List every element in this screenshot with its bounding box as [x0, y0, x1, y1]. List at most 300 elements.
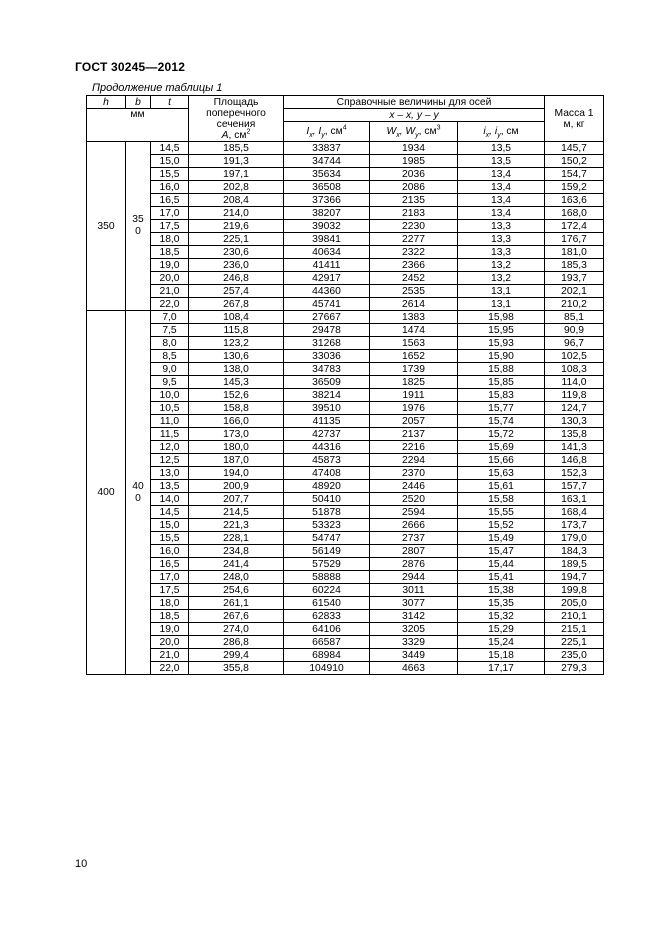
cell-radius-of-gyration: 13,4: [458, 181, 545, 194]
cell-mass: 135,8: [545, 428, 604, 441]
cell-radius-of-gyration: 13,2: [458, 272, 545, 285]
table-row: [87, 376, 604, 389]
cell-moment-of-inertia: 37366: [284, 194, 370, 207]
cell-moment-of-inertia: 44360: [284, 285, 370, 298]
cell-thickness: 9,5: [151, 376, 189, 389]
table-row: [87, 467, 604, 480]
table-row: [87, 454, 604, 467]
cell-moment-of-inertia: 51878: [284, 506, 370, 519]
cell-area: 166,0: [189, 415, 284, 428]
cell-section-modulus: 2366: [370, 259, 458, 272]
cell-area: 138,0: [189, 363, 284, 376]
area-unit: , см: [228, 130, 247, 141]
cell-area: 230,6: [189, 246, 284, 259]
table-row: [87, 311, 604, 324]
cell-area: 274,0: [189, 623, 284, 636]
cell-section-modulus: 2944: [370, 571, 458, 584]
cell-section-modulus: 2876: [370, 558, 458, 571]
cell-radius-of-gyration: 13,4: [458, 168, 545, 181]
cell-moment-of-inertia: 36509: [284, 376, 370, 389]
cell-area: 145,3: [189, 376, 284, 389]
table-row: [87, 532, 604, 545]
cell-mass: 179,0: [545, 532, 604, 545]
cell-section-modulus: 1739: [370, 363, 458, 376]
cell-radius-of-gyration: 15,29: [458, 623, 545, 636]
table-row: [87, 428, 604, 441]
cell-area: 187,0: [189, 454, 284, 467]
table-row: [87, 571, 604, 584]
cell-radius-of-gyration: 15,38: [458, 584, 545, 597]
cell-mass: 108,3: [545, 363, 604, 376]
cell-thickness: 11,0: [151, 415, 189, 428]
cell-radius-of-gyration: 13,2: [458, 259, 545, 272]
cell-mass: 210,1: [545, 610, 604, 623]
cell-moment-of-inertia: 53323: [284, 519, 370, 532]
table-row: [87, 636, 604, 649]
cell-radius-of-gyration: 15,74: [458, 415, 545, 428]
table-row: [87, 623, 604, 636]
cell-thickness: 7,5: [151, 324, 189, 337]
table-row: [87, 558, 604, 571]
cell-section-modulus: 2614: [370, 298, 458, 311]
cell-area: 115,8: [189, 324, 284, 337]
cell-moment-of-inertia: 58888: [284, 571, 370, 584]
cell-thickness: 20,0: [151, 272, 189, 285]
cell-section-modulus: 3142: [370, 610, 458, 623]
cell-mass: 210,2: [545, 298, 604, 311]
cell-radius-of-gyration: 15,88: [458, 363, 545, 376]
cell-thickness: 8,5: [151, 350, 189, 363]
cell-area: 234,8: [189, 545, 284, 558]
cell-mass: 130,3: [545, 415, 604, 428]
cell-mass: 141,3: [545, 441, 604, 454]
cell-radius-of-gyration: 15,41: [458, 571, 545, 584]
cell-mass: 124,7: [545, 402, 604, 415]
cell-radius-of-gyration: 13,5: [458, 155, 545, 168]
cell-section-modulus: 2183: [370, 207, 458, 220]
cell-moment-of-inertia: 56149: [284, 545, 370, 558]
cell-moment-of-inertia: 39510: [284, 402, 370, 415]
cell-moment-of-inertia: 60224: [284, 584, 370, 597]
area-symbol: A: [221, 130, 229, 141]
cell-section-modulus: 1563: [370, 337, 458, 350]
cell-moment-of-inertia: 57529: [284, 558, 370, 571]
cell-moment-of-inertia: 36508: [284, 181, 370, 194]
cell-area: 248,0: [189, 571, 284, 584]
cell-thickness: 19,0: [151, 259, 189, 272]
table-row: [87, 389, 604, 402]
table-row: [87, 155, 604, 168]
cell-h: 350: [87, 142, 126, 311]
cell-area: 221,3: [189, 519, 284, 532]
cell-moment-of-inertia: 35634: [284, 168, 370, 181]
cell-area: 191,3: [189, 155, 284, 168]
cell-moment-of-inertia: 47408: [284, 467, 370, 480]
cell-mass: 85,1: [545, 311, 604, 324]
cell-moment-of-inertia: 61540: [284, 597, 370, 610]
cell-area: 202,8: [189, 181, 284, 194]
cell-thickness: 12,5: [151, 454, 189, 467]
cell-area: 130,6: [189, 350, 284, 363]
table-body: [87, 142, 604, 675]
cell-area: 254,6: [189, 584, 284, 597]
cell-section-modulus: 2294: [370, 454, 458, 467]
cell-thickness: 11,5: [151, 428, 189, 441]
cell-radius-of-gyration: 13,4: [458, 194, 545, 207]
cell-mass: 146,8: [545, 454, 604, 467]
cell-thickness: 21,0: [151, 649, 189, 662]
cell-moment-of-inertia: 34744: [284, 155, 370, 168]
table-row: [87, 480, 604, 493]
area-label: Площадь поперечного сечения: [206, 97, 266, 130]
cell-section-modulus: 2666: [370, 519, 458, 532]
cell-radius-of-gyration: 15,35: [458, 597, 545, 610]
cell-moment-of-inertia: 68984: [284, 649, 370, 662]
cell-radius-of-gyration: 15,85: [458, 376, 545, 389]
cell-thickness: 16,5: [151, 194, 189, 207]
cell-mass: 173,7: [545, 519, 604, 532]
col-header-b: b: [126, 96, 151, 109]
cell-radius-of-gyration: 15,83: [458, 389, 545, 402]
cell-section-modulus: 3449: [370, 649, 458, 662]
col-header-mm: мм: [87, 109, 189, 142]
cell-thickness: 16,0: [151, 545, 189, 558]
cell-moment-of-inertia: 44316: [284, 441, 370, 454]
cell-radius-of-gyration: 15,69: [458, 441, 545, 454]
cell-section-modulus: 2370: [370, 467, 458, 480]
col-header-reference: Справочные величины для осей: [284, 96, 545, 109]
cell-radius-of-gyration: 15,18: [458, 649, 545, 662]
cell-mass: 145,7: [545, 142, 604, 155]
col-header-area: [189, 96, 284, 142]
cell-radius-of-gyration: 15,95: [458, 324, 545, 337]
table-row: [87, 259, 604, 272]
cell-section-modulus: 2036: [370, 168, 458, 181]
cell-section-modulus: 2446: [370, 480, 458, 493]
cell-radius-of-gyration: 13,1: [458, 285, 545, 298]
cell-thickness: 9,0: [151, 363, 189, 376]
cell-section-modulus: 1911: [370, 389, 458, 402]
cell-area: 214,5: [189, 506, 284, 519]
cell-moment-of-inertia: 34783: [284, 363, 370, 376]
cell-b: 40 0: [126, 311, 151, 675]
cell-moment-of-inertia: 27667: [284, 311, 370, 324]
table-row: [87, 649, 604, 662]
table-row: [87, 363, 604, 376]
cell-thickness: 15,0: [151, 155, 189, 168]
cell-radius-of-gyration: 13,3: [458, 233, 545, 246]
cell-radius-of-gyration: 13,5: [458, 142, 545, 155]
cell-mass: 181,0: [545, 246, 604, 259]
col-header-axes: x – x, y – y: [284, 109, 545, 122]
cell-thickness: 18,0: [151, 597, 189, 610]
cell-mass: 215,1: [545, 623, 604, 636]
cell-thickness: 19,0: [151, 623, 189, 636]
cell-mass: 172,4: [545, 220, 604, 233]
cell-thickness: 14,5: [151, 142, 189, 155]
cell-section-modulus: 3077: [370, 597, 458, 610]
cell-area: 286,8: [189, 636, 284, 649]
cell-area: 225,1: [189, 233, 284, 246]
cell-section-modulus: 3011: [370, 584, 458, 597]
cell-mass: 193,7: [545, 272, 604, 285]
cell-mass: 163,1: [545, 493, 604, 506]
cell-thickness: 14,0: [151, 493, 189, 506]
cell-moment-of-inertia: 64106: [284, 623, 370, 636]
cell-thickness: 20,0: [151, 636, 189, 649]
cell-radius-of-gyration: 15,24: [458, 636, 545, 649]
cell-moment-of-inertia: 41135: [284, 415, 370, 428]
cell-thickness: 15,5: [151, 532, 189, 545]
cell-radius-of-gyration: 15,93: [458, 337, 545, 350]
cell-section-modulus: 2216: [370, 441, 458, 454]
cell-area: 180,0: [189, 441, 284, 454]
table-row: [87, 220, 604, 233]
cell-thickness: 21,0: [151, 285, 189, 298]
cell-area: 208,4: [189, 194, 284, 207]
cell-moment-of-inertia: 39841: [284, 233, 370, 246]
cell-radius-of-gyration: 13,3: [458, 246, 545, 259]
table-row: [87, 168, 604, 181]
cell-section-modulus: 2322: [370, 246, 458, 259]
cell-mass: 90,9: [545, 324, 604, 337]
cell-area: 214,0: [189, 207, 284, 220]
cell-section-modulus: 2135: [370, 194, 458, 207]
cell-mass: 184,3: [545, 545, 604, 558]
cell-area: 194,0: [189, 467, 284, 480]
cell-area: 257,4: [189, 285, 284, 298]
cell-radius-of-gyration: 15,63: [458, 467, 545, 480]
table-row: [87, 584, 604, 597]
cell-area: 173,0: [189, 428, 284, 441]
table-row: [87, 207, 604, 220]
table-row: [87, 298, 604, 311]
cell-area: 299,4: [189, 649, 284, 662]
table-row: [87, 441, 604, 454]
cell-radius-of-gyration: 17,17: [458, 662, 545, 675]
steel-section-table: [86, 95, 604, 675]
cell-moment-of-inertia: 45741: [284, 298, 370, 311]
col-header-moment-of-inertia: $I_x$, $I_y$, $см^4$: [284, 122, 370, 142]
cell-section-modulus: 2520: [370, 493, 458, 506]
cell-section-modulus: 3205: [370, 623, 458, 636]
cell-section-modulus: 1383: [370, 311, 458, 324]
cell-thickness: 13,5: [151, 480, 189, 493]
cell-mass: 163,6: [545, 194, 604, 207]
cell-mass: 154,7: [545, 168, 604, 181]
cell-radius-of-gyration: 15,52: [458, 519, 545, 532]
cell-area: 355,8: [189, 662, 284, 675]
cell-mass: 159,2: [545, 181, 604, 194]
cell-mass: 168,4: [545, 506, 604, 519]
cell-mass: 96,7: [545, 337, 604, 350]
cell-radius-of-gyration: 13,4: [458, 207, 545, 220]
cell-radius-of-gyration: 15,90: [458, 350, 545, 363]
cell-thickness: 8,0: [151, 337, 189, 350]
col-header-t: t: [151, 96, 189, 109]
cell-mass: 157,7: [545, 480, 604, 493]
cell-section-modulus: 2452: [370, 272, 458, 285]
col-header-radius-of-gyration: $i_x$, $i_y$, см: [458, 122, 545, 142]
table-row: [87, 662, 604, 675]
cell-moment-of-inertia: 50410: [284, 493, 370, 506]
cell-thickness: 7,0: [151, 311, 189, 324]
cell-mass: 235,0: [545, 649, 604, 662]
cell-mass: 176,7: [545, 233, 604, 246]
cell-thickness: 17,0: [151, 571, 189, 584]
cell-mass: 225,1: [545, 636, 604, 649]
cell-radius-of-gyration: 13,3: [458, 220, 545, 233]
table-row: [87, 597, 604, 610]
cell-radius-of-gyration: 15,72: [458, 428, 545, 441]
col-header-section-modulus: $W_x$, $W_y$, $см^3$: [370, 122, 458, 142]
cell-area: 108,4: [189, 311, 284, 324]
cell-thickness: 18,5: [151, 246, 189, 259]
cell-mass: 199,8: [545, 584, 604, 597]
cell-area: 152,6: [189, 389, 284, 402]
cell-radius-of-gyration: 15,98: [458, 311, 545, 324]
cell-moment-of-inertia: 104910: [284, 662, 370, 675]
table-row: [87, 194, 604, 207]
cell-section-modulus: 2535: [370, 285, 458, 298]
document-header: ГОСТ 30245—2012: [75, 60, 186, 74]
cell-mass: 119,8: [545, 389, 604, 402]
cell-area: 200,9: [189, 480, 284, 493]
cell-radius-of-gyration: 15,44: [458, 558, 545, 571]
cell-thickness: 18,0: [151, 233, 189, 246]
cell-section-modulus: 2807: [370, 545, 458, 558]
table-row: [87, 272, 604, 285]
cell-mass: 168,0: [545, 207, 604, 220]
cell-mass: 102,5: [545, 350, 604, 363]
cell-moment-of-inertia: 38207: [284, 207, 370, 220]
cell-area: 123,2: [189, 337, 284, 350]
cell-area: 207,7: [189, 493, 284, 506]
cell-radius-of-gyration: 15,47: [458, 545, 545, 558]
cell-section-modulus: 2737: [370, 532, 458, 545]
table-row: [87, 142, 604, 155]
cell-mass: 202,1: [545, 285, 604, 298]
table-head: [87, 96, 604, 142]
cell-section-modulus: 1825: [370, 376, 458, 389]
cell-section-modulus: 2086: [370, 181, 458, 194]
cell-radius-of-gyration: 13,1: [458, 298, 545, 311]
cell-radius-of-gyration: 15,58: [458, 493, 545, 506]
cell-thickness: 22,0: [151, 298, 189, 311]
col-header-h: h: [87, 96, 126, 109]
cell-thickness: 16,0: [151, 181, 189, 194]
cell-thickness: 12,0: [151, 441, 189, 454]
cell-moment-of-inertia: 42917: [284, 272, 370, 285]
cell-section-modulus: 1934: [370, 142, 458, 155]
cell-radius-of-gyration: 15,77: [458, 402, 545, 415]
cell-mass: 152,3: [545, 467, 604, 480]
cell-moment-of-inertia: 38214: [284, 389, 370, 402]
cell-section-modulus: 2277: [370, 233, 458, 246]
area-unit-exponent: 2: [246, 128, 251, 136]
cell-radius-of-gyration: 15,49: [458, 532, 545, 545]
cell-moment-of-inertia: 33837: [284, 142, 370, 155]
cell-mass: 185,3: [545, 259, 604, 272]
cell-b: 35 0: [126, 142, 151, 311]
table-caption: Продолжение таблицы 1: [92, 82, 223, 94]
cell-thickness: 17,5: [151, 584, 189, 597]
table-row: [87, 519, 604, 532]
cell-moment-of-inertia: 29478: [284, 324, 370, 337]
cell-radius-of-gyration: 15,61: [458, 480, 545, 493]
cell-thickness: 17,0: [151, 207, 189, 220]
cell-area: 236,0: [189, 259, 284, 272]
cell-thickness: 15,5: [151, 168, 189, 181]
table-row: [87, 402, 604, 415]
cell-thickness: 17,5: [151, 220, 189, 233]
cell-moment-of-inertia: 40634: [284, 246, 370, 259]
cell-thickness: 16,5: [151, 558, 189, 571]
cell-radius-of-gyration: 15,32: [458, 610, 545, 623]
table-row: [87, 493, 604, 506]
cell-section-modulus: 2137: [370, 428, 458, 441]
cell-moment-of-inertia: 31268: [284, 337, 370, 350]
cell-mass: 194,7: [545, 571, 604, 584]
cell-section-modulus: 2057: [370, 415, 458, 428]
cell-thickness: 22,0: [151, 662, 189, 675]
cell-moment-of-inertia: 48920: [284, 480, 370, 493]
cell-area: 197,1: [189, 168, 284, 181]
cell-area: 185,5: [189, 142, 284, 155]
cell-area: 241,4: [189, 558, 284, 571]
cell-area: 246,8: [189, 272, 284, 285]
table-row: [87, 285, 604, 298]
cell-thickness: 10,0: [151, 389, 189, 402]
cell-thickness: 15,0: [151, 519, 189, 532]
col-header-mass: Масса 1 м, кг: [545, 96, 604, 142]
table-row: [87, 337, 604, 350]
cell-radius-of-gyration: 15,66: [458, 454, 545, 467]
cell-h: 400: [87, 311, 126, 675]
cell-moment-of-inertia: 33036: [284, 350, 370, 363]
cell-moment-of-inertia: 54747: [284, 532, 370, 545]
cell-radius-of-gyration: 15,55: [458, 506, 545, 519]
cell-moment-of-inertia: 45873: [284, 454, 370, 467]
table-row: [87, 545, 604, 558]
cell-section-modulus: 4663: [370, 662, 458, 675]
cell-section-modulus: 2230: [370, 220, 458, 233]
cell-section-modulus: 1985: [370, 155, 458, 168]
cell-area: 267,6: [189, 610, 284, 623]
cell-section-modulus: 1474: [370, 324, 458, 337]
cell-thickness: 18,5: [151, 610, 189, 623]
cell-area: 261,1: [189, 597, 284, 610]
table-row: [87, 233, 604, 246]
cell-area: 267,8: [189, 298, 284, 311]
cell-section-modulus: 1976: [370, 402, 458, 415]
table-row: [87, 246, 604, 259]
cell-moment-of-inertia: 42737: [284, 428, 370, 441]
cell-mass: 205,0: [545, 597, 604, 610]
table-row: [87, 181, 604, 194]
cell-area: 219,6: [189, 220, 284, 233]
cell-mass: 150,2: [545, 155, 604, 168]
table-row: [87, 506, 604, 519]
table-row: [87, 415, 604, 428]
cell-thickness: 13,0: [151, 467, 189, 480]
table-row: [87, 324, 604, 337]
cell-moment-of-inertia: 62833: [284, 610, 370, 623]
cell-thickness: 10,5: [151, 402, 189, 415]
cell-area: 228,1: [189, 532, 284, 545]
cell-section-modulus: 3329: [370, 636, 458, 649]
cell-area: 158,8: [189, 402, 284, 415]
